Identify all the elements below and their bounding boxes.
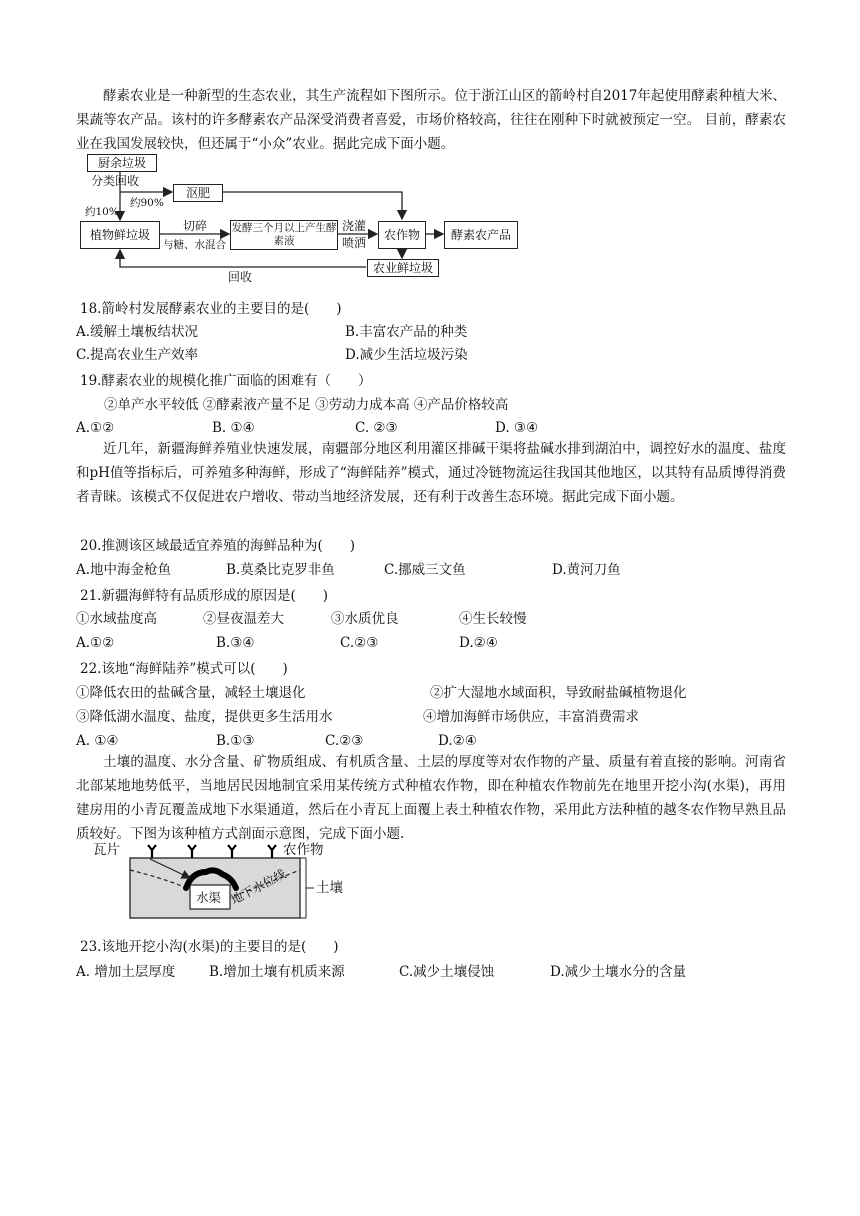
q22-option-a[interactable]: A. ①④ xyxy=(76,733,119,749)
q19-option-d[interactable]: D. ③④ xyxy=(495,420,539,436)
irrigate-label: 浇灌 xyxy=(342,219,367,233)
q18-option-a[interactable]: A.缓解土壤板结状况 xyxy=(76,324,199,340)
q20-option-d[interactable]: D.黄河刀鱼 xyxy=(552,562,621,578)
plant-waste-box: 植物鲜垃圾 xyxy=(80,221,160,249)
recycle-label: 回收 xyxy=(228,270,253,284)
pct90-label: 约90% xyxy=(130,197,164,209)
q18-option-d[interactable]: D.减少生活垃圾污染 xyxy=(345,347,468,363)
q22-option-c[interactable]: C.②③ xyxy=(325,733,364,749)
q21-item-1: ①水域盐度高 xyxy=(76,611,157,627)
mix-label: 与糖、水混合 xyxy=(163,239,226,251)
q19-stem: 19.酵素农业的规模化推广面临的困难有（ ） xyxy=(80,373,372,389)
crops-label: 农作物 xyxy=(283,842,324,858)
q21-option-c[interactable]: C.②③ xyxy=(340,635,379,651)
soil-label: 土壤 xyxy=(316,880,343,896)
q21-item-3: ③水质优良 xyxy=(331,611,399,627)
q21-option-b[interactable]: B.③④ xyxy=(216,635,255,651)
q20-option-b[interactable]: B.莫桑比克罗非鱼 xyxy=(226,562,335,578)
q18-stem: 18.箭岭村发展酵素农业的主要目的是( ) xyxy=(80,301,342,317)
q22-item-2: ②扩大湿地水域面积，导致耐盐碱植物退化 xyxy=(430,685,687,701)
q20-stem: 20.推测该区域最适宜养殖的海鲜品种为( ) xyxy=(80,538,356,554)
pct10-label: 约10% xyxy=(85,206,119,218)
q22-item-3: ③降低湖水温度、盐度，提供更多生活用水 xyxy=(76,709,333,725)
sort-recycle-label: 分类回收 xyxy=(91,174,140,188)
q22-item-4: ④增加海鲜市场供应，丰富消费需求 xyxy=(423,709,639,725)
q23-option-c[interactable]: C.减少土壤侵蚀 xyxy=(399,964,495,980)
channel-label: 水渠 xyxy=(196,890,222,905)
spray-label: 喷洒 xyxy=(342,236,367,250)
passage-enzyme-agriculture: 酵素农业是一种新型的生态农业，其生产流程如下图所示。位于浙江山区的箭岭村自2017年起使用酵素种植大米、果蔬等农产品。该村的许多酵素农产品深受消费者喜爱，市场价格较高，往往在刚种下时就被预定一空。 目前，酵素农业在我国发展较快，但还属于“小众”农业。据此完成下面小题。 xyxy=(76,88,786,152)
q19-option-b[interactable]: B. ①④ xyxy=(212,420,255,436)
q21-item-4: ④生长较慢 xyxy=(459,611,527,627)
q19-items: ②单产水平较低 ②酵素液产量不足 ③劳动力成本高 ④产品价格较高 xyxy=(104,397,509,413)
q23-option-a[interactable]: A. 增加土层厚度 xyxy=(76,964,176,980)
q18-option-c[interactable]: C.提高农业生产效率 xyxy=(76,347,199,363)
q21-stem: 21.新疆海鲜特有品质形成的原因是( ) xyxy=(80,588,329,604)
q20-option-a[interactable]: A.地中海金枪鱼 xyxy=(76,562,172,578)
q19-option-c[interactable]: C. ②③ xyxy=(355,420,398,436)
q19-option-a[interactable]: A.①② xyxy=(76,420,115,436)
crops-box: 农作物 xyxy=(378,221,426,249)
q23-option-d[interactable]: D.减少土壤水分的含量 xyxy=(550,964,687,980)
passage-xinjiang-seafood: 近几年，新疆海鲜养殖业快速发展，南疆部分地区利用灌区排碱干渠将盐碱水排到湖泊中，调控好水的温度、盐度和pH值等指标后，可养殖多种海鲜，形成了“海鲜陆养”模式，通过冷链物流运往我国其他地区，以其特有品质博得消费者青睐。该模式不仅促进农户增收、带动当地经济发展，还有利于改善生态环境。据此完成下面小题。 xyxy=(76,441,786,505)
tile-label: 瓦片 xyxy=(93,842,120,858)
agri-waste-box: 农业鲜垃圾 xyxy=(367,259,439,277)
product-box: 酵素农产品 xyxy=(444,221,518,249)
q22-item-1: ①降低农田的盐碱含量，减轻土壤退化 xyxy=(76,685,306,701)
q18-option-b[interactable]: B.丰富农产品的种类 xyxy=(345,324,468,340)
q22-stem: 22.该地“海鲜陆养”模式可以( ) xyxy=(80,661,288,677)
water-table-label: 地下水位线 xyxy=(228,866,289,908)
q23-option-b[interactable]: B.增加土壤有机质来源 xyxy=(209,964,345,980)
compost-box: 沤肥 xyxy=(173,184,223,202)
ferment-box: 发酵三个月以上产生酵素液 xyxy=(230,220,338,250)
q22-option-d[interactable]: D.②④ xyxy=(438,733,477,749)
q21-option-d[interactable]: D.②④ xyxy=(459,635,498,651)
q21-option-a[interactable]: A.①② xyxy=(76,635,115,651)
q20-option-c[interactable]: C.挪威三文鱼 xyxy=(384,562,466,578)
cut-label: 切碎 xyxy=(183,219,208,233)
q22-option-b[interactable]: B.①③ xyxy=(216,733,255,749)
q23-stem: 23.该地开挖小沟(水渠)的主要目的是( ) xyxy=(80,939,339,955)
passage-soil-planting: 土壤的温度、水分含量、矿物质组成、有机质含量、土层的厚度等对农作物的产量、质量有着直接的影响。河南省北部某地地势低平，当地居民因地制宜采用某传统方式种植农作物，即在种植农作物前先在地里开挖小沟(水渠)，再用建房用的小青瓦覆盖成地下水渠通道，然后在小青瓦上面覆上表土种植农作物，采用此方法种植的越冬农作物早熟且品质较好。下图为该种植方式剖面示意图，完成下面小题. xyxy=(76,754,786,842)
q21-item-2: ②昼夜温差大 xyxy=(203,611,284,627)
kitchen-waste-box: 厨余垃圾 xyxy=(87,154,157,172)
